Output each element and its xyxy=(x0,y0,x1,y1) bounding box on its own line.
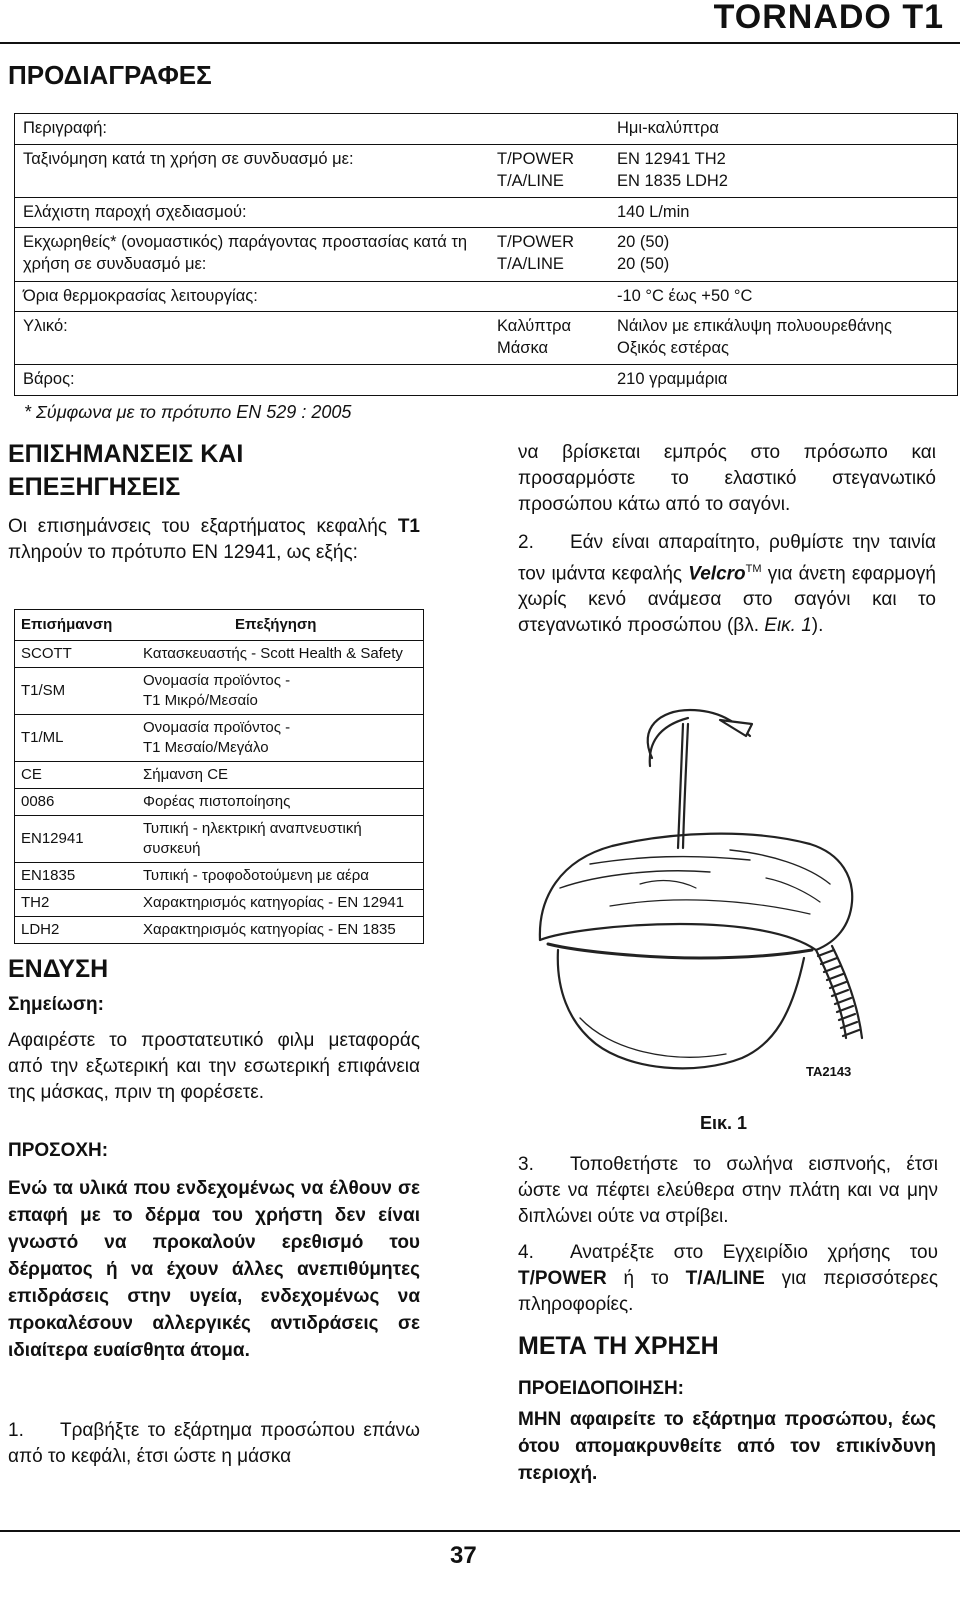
figure-caption: Εικ. 1 xyxy=(700,1113,748,1133)
notes-intro-pre: Οι επισημάνσεις του εξαρτήματος κεφαλής xyxy=(8,516,398,537)
notes-heading xyxy=(8,438,428,504)
spec-row xyxy=(15,281,957,311)
step-2-number: 2. xyxy=(518,532,534,553)
spec-value: -10 °C έως +50 °C xyxy=(617,287,753,305)
footer-rule xyxy=(0,1530,960,1532)
table-row xyxy=(15,667,423,714)
step-1-number: 1. xyxy=(8,1420,24,1441)
spec-mid: Καλύπτρα Μάσκα xyxy=(497,317,572,357)
hood-illustration xyxy=(520,688,880,1098)
spec-row xyxy=(15,144,957,197)
spec-value: 20 (50) 20 (50) xyxy=(617,233,670,273)
marking-cell: CE xyxy=(21,766,42,783)
warning-text: ΜΗΝ αφαιρείτε το εξάρτημα προσώπου, έως ότου απομακρυνθείτε από τον επικίνδυνη περιοχή. xyxy=(518,1409,936,1484)
spec-mid: T/POWER T/A/LINE xyxy=(497,150,574,190)
explanation-cell: Χαρακτηρισμός κατηγορίας - EN 12941 xyxy=(143,894,405,911)
spec-value: EN 12941 TH2 EN 1835 LDH2 xyxy=(617,150,728,190)
step-1-continued: να βρίσκεται εμπρός στο πρόσωπο και προσαρμόστε το ελαστικό στεγανωτικό προσώπου κάτω από το σαγόνι. xyxy=(518,442,936,515)
step-2 xyxy=(518,530,936,639)
step-1-text: Τραβήξτε το εξάρτημα προσώπου επάνω από το κεφάλι, έτσι ώστε η μάσκα xyxy=(8,1420,420,1467)
trademark-mark: TM xyxy=(745,563,762,575)
velcro-brand: Velcro xyxy=(688,563,746,585)
note-label: Σημείωση: xyxy=(8,994,104,1015)
step-4-text-post: για περισσότερες πληροφορίες. xyxy=(518,1268,938,1315)
page-number: 37 xyxy=(450,1542,477,1569)
marking-cell: T1/ML xyxy=(21,729,64,746)
notes-heading-line2: ΕΠΕΞΗΓΗΣΕΙΣ xyxy=(8,473,181,501)
table-row xyxy=(15,815,423,862)
explanation-cell: Ονομασία προϊόντος - T1 Μεσαίο/Μεγάλο xyxy=(143,719,291,756)
marking-cell: EN1835 xyxy=(21,867,76,884)
caution-text: Ενώ τα υλικά που ενδεχομένως να έλθουν σε επαφή με το δέρμα του χρήστη δεν είναι γνωστό να προκαλούν ερεθισμό του δέρματος ή να έχουν άλλες ανεπιθύμητες επιδράσεις στην υγεία, ενδεχομένως να προκαλέσουν αλλεργικές αντιδράσεις σε ιδιαίτερα ευαίσθητα άτομα. xyxy=(8,1178,420,1361)
step-4-text-pre: Ανατρέξτε στο Εγχειρίδιο χρήσης του xyxy=(570,1242,938,1263)
breathing-hose xyxy=(816,946,862,1038)
step-2-text-mid: για άνετη εφαρμογή χωρίς κενό ανάμεσα στο σαγόνι και το στεγανωτικό προσώπου (βλ. xyxy=(518,563,936,637)
central-cord xyxy=(678,724,683,848)
brand-title: TORNADO T1 xyxy=(713,0,944,36)
note-text: Αφαιρέστε το προστατευτικό φιλμ μεταφοράς από την εξωτερική και την εσωτερική επιφάνεια της μάσκας, πριν τη φορέσετε. xyxy=(8,1030,420,1103)
markings-table-header xyxy=(15,610,423,640)
step-3-number: 3. xyxy=(518,1154,534,1175)
notes-heading-line1: ΕΠΙΣΗΜΑΝΣΕΙΣ ΚΑΙ xyxy=(8,440,244,468)
spec-value: 210 γραμμάρια xyxy=(617,370,728,388)
table-row xyxy=(15,889,423,916)
marking-cell: 0086 xyxy=(21,793,55,810)
explanation-col-header: Επεξήγηση xyxy=(235,616,317,633)
visor xyxy=(558,950,804,1068)
explanation-cell: Φορέας πιστοποίησης xyxy=(143,793,291,810)
table-row xyxy=(15,714,423,761)
spec-row xyxy=(15,114,957,144)
section-title-specifications: ΠΡΟΔΙΑΓΡΑΦΕΣ xyxy=(8,60,212,90)
notes-intro-post: πληρούν το πρότυπο EN 12941, ως εξής: xyxy=(8,542,358,563)
explanation-cell: Ονομασία προϊόντος - T1 Μικρό/Μεσαίο xyxy=(143,672,291,709)
specifications-table xyxy=(14,113,958,396)
spec-label: Βάρος: xyxy=(23,370,75,388)
step-2-text-end: ). xyxy=(811,615,824,637)
marking-cell: LDH2 xyxy=(21,921,60,938)
spec-label: Υλικό: xyxy=(23,317,68,335)
table-row xyxy=(15,788,423,815)
caution-label: ΠΡΟΣΟΧΗ: xyxy=(8,1140,109,1161)
spec-label: Ελάχιστη παροχή σχεδιασμού: xyxy=(23,203,247,221)
spec-mid: T/POWER T/A/LINE xyxy=(497,233,574,273)
step-3 xyxy=(518,1152,938,1230)
step-1 xyxy=(8,1418,420,1470)
explanation-cell: Κατασκευαστής - Scott Health & Safety xyxy=(143,645,403,662)
marking-cell: EN12941 xyxy=(21,830,84,847)
table-row xyxy=(15,862,423,889)
spec-row xyxy=(15,197,957,227)
explanation-cell: Σήμανση CE xyxy=(143,766,229,783)
spec-value: Ημι-καλύπτρα xyxy=(617,119,719,137)
spec-label: Εκχωρηθείς* (ονομαστικός) παράγοντας προστασίας κατά τη χρήση σε συνδυασμό με: xyxy=(23,233,468,273)
marking-cell: T1/SM xyxy=(21,682,66,699)
explanation-cell: Τυπική - ηλεκτρική αναπνευστική συσκευή xyxy=(143,820,362,857)
t-a-line-product: T/A/LINE xyxy=(685,1268,765,1289)
step-2-text-pre: Εάν είναι απαραίτητο, ρυθμίστε την ταινία τον ιμάντα κεφαλής xyxy=(518,532,936,585)
table-row xyxy=(15,916,423,943)
step-3-text: Τοποθετήστε το σωλήνα εισπνοής, έτσι ώστε να πέφτει ελεύθερα στην πλάτη και να μην διπλώνει ούτε να στρίβει. xyxy=(518,1154,938,1227)
spec-value: Νάιλον με επικάλυψη πολυουρεθάνης Οξικός εστέρας xyxy=(617,317,892,357)
after-use-heading: ΜΕΤΑ ΤΗ ΧΡΗΣΗ xyxy=(518,1332,719,1360)
specs-footnote: * Σύμφωνα με το πρότυπο EN 529 : 2005 xyxy=(24,402,352,422)
spec-row xyxy=(15,364,957,395)
marking-cell: SCOTT xyxy=(21,645,72,662)
hood-body xyxy=(540,834,852,950)
spec-label: Περιγραφή: xyxy=(23,119,107,137)
t-power-product: T/POWER xyxy=(518,1268,607,1289)
spec-row xyxy=(15,311,957,364)
figure-reference: Εικ. 1 xyxy=(764,615,812,637)
table-row xyxy=(15,640,423,667)
spec-label: Ταξινόμηση κατά τη χρήση σε συνδυασμό με: xyxy=(23,150,354,168)
notes-intro xyxy=(8,514,420,566)
step-4-text-mid: ή το xyxy=(606,1268,686,1289)
header-rule xyxy=(0,42,960,44)
markings-col-header: Επισήμανση xyxy=(21,616,113,633)
markings-table xyxy=(14,609,424,944)
spec-row xyxy=(15,227,957,281)
figure-code: TA2143 xyxy=(806,1064,852,1079)
notes-intro-bold: T1 xyxy=(397,516,420,537)
spec-value: 140 L/min xyxy=(617,203,690,221)
spec-label: Όρια θερμοκρασίας λειτουργίας: xyxy=(23,287,258,305)
step-4-number: 4. xyxy=(518,1242,534,1263)
head-strap xyxy=(648,710,750,758)
table-row xyxy=(15,761,423,788)
step-4 xyxy=(518,1240,938,1318)
warning-label: ΠΡΟΕΙΔΟΠΟΙΗΣΗ: xyxy=(518,1378,684,1399)
fitting-heading: ΕΝΔΥΣΗ xyxy=(8,955,109,983)
explanation-cell: Χαρακτηρισμός κατηγορίας - EN 1835 xyxy=(143,921,396,938)
explanation-cell: Τυπική - τροφοδοτούμενη με αέρα xyxy=(143,867,369,884)
marking-cell: TH2 xyxy=(21,894,50,911)
